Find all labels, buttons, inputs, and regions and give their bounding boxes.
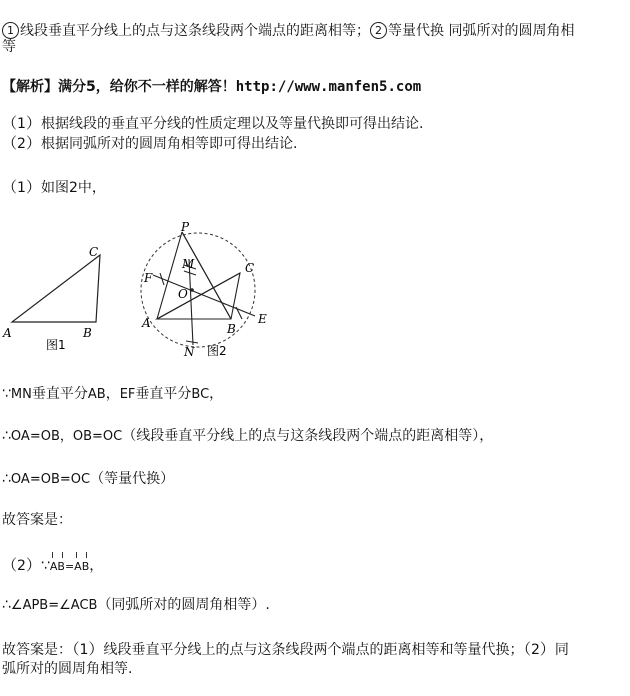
label-o: O: [178, 287, 188, 301]
segment-ef: EF: [119, 387, 136, 402]
part-number: 1: [17, 180, 26, 196]
answer-part-1: 线段垂直平分线上的点与这条线段两个端点的距离相等；: [20, 23, 370, 39]
step-text: 垂直平分: [31, 386, 88, 402]
label-f: F: [144, 271, 153, 285]
therefore-symbol: ∴: [2, 471, 11, 487]
label-e: E: [258, 312, 267, 326]
part-number: 2: [530, 642, 540, 658]
answer-part-2: 等量代换 同弧所对的圆周角相: [388, 23, 575, 39]
step-therefore-2: [2, 470, 174, 489]
arc-ab: AB: [50, 552, 65, 576]
final-answer-line-2: 弧所对的圆周角相等.: [2, 661, 133, 677]
because-symbol: ∵: [40, 558, 50, 574]
step-because-1: [2, 385, 223, 404]
part1-intro-tail: 中，: [77, 180, 106, 196]
final-answer-text: 线段垂直平分线上的点与这条线段两个端点的距离相等和等量代换；: [103, 642, 524, 658]
figure-1-triangle: [12, 255, 100, 322]
analysis-text: 满分5，给你不一样的解答！: [58, 79, 236, 95]
arc-ab: AB: [74, 552, 89, 576]
circled-number: 2: [370, 22, 387, 39]
angle-equation: ∠APB=∠ACB: [10, 598, 98, 613]
circled-number: 1: [2, 22, 19, 39]
label-c2: C: [245, 261, 255, 275]
step-text: ，: [105, 386, 120, 402]
because-symbol: ∵: [2, 386, 11, 402]
therefore-symbol: ∴: [2, 597, 11, 613]
equation: OA=OB，OB=OC: [10, 429, 123, 444]
label-b2: B: [227, 322, 236, 336]
label-b: B: [83, 326, 92, 340]
figure-diagram: [0, 215, 290, 365]
part1-intro-text: 如图: [40, 180, 69, 196]
analysis-url: http://www.manfen5.com: [235, 79, 422, 95]
final-answer-text: 同: [554, 642, 569, 658]
analysis-tag: 【解析】: [2, 79, 58, 95]
part1-intro: （1）如图2中，: [2, 178, 106, 196]
step-reason: （等量代换）: [90, 471, 175, 487]
label-n: N: [184, 345, 195, 359]
label-m: M: [182, 257, 195, 271]
segment-ab: AB: [87, 387, 106, 402]
part2-because: （2）∵AB=AB，: [2, 552, 103, 576]
step-text: ，: [209, 386, 224, 402]
step-reason: （线段垂直平分线上的点与这条线段两个端点的距离相等），: [122, 428, 494, 444]
step-reason: （同弧所对的圆周角相等）.: [97, 597, 270, 613]
hint-number: 2: [17, 136, 26, 152]
final-answer-line-1: 故答案是：（1）线段垂直平分线上的点与这条线段两个端点的距离相等和等量代换；（2）同: [2, 640, 569, 658]
segment-bc: BC: [191, 387, 210, 402]
figure-2-caption: 图2: [207, 344, 227, 358]
analysis-header: [2, 78, 421, 96]
answer-line-1: [2, 22, 574, 40]
segment-mn: MN: [10, 387, 32, 402]
equation: OA=OB=OC: [10, 472, 91, 487]
figure-2-lines: [153, 232, 255, 345]
label-c: C: [89, 245, 99, 259]
hint-text: 根据同弧所对的圆周角相等即可得出结论.: [40, 136, 298, 152]
equals-sign: =: [64, 560, 75, 573]
step-text: 垂直平分: [135, 386, 192, 402]
line-mn: [189, 259, 193, 345]
part-number: 2: [17, 558, 26, 574]
therefore-symbol: ∴: [2, 428, 11, 444]
hint-1: （1）根据线段的垂直平分线的性质定理以及等量代换即可得出结论.: [2, 114, 424, 132]
step-text: ，: [89, 558, 104, 574]
figure-1-caption: 图1: [46, 338, 66, 352]
figure-ref: 2: [68, 180, 78, 196]
step-therefore-3: [2, 596, 270, 615]
answer-line-1-wrap: 等: [2, 39, 16, 55]
line-ef: [153, 275, 255, 316]
final-answer-label: 故答案是：: [2, 642, 72, 658]
hint-text: 根据线段的垂直平分线的性质定理以及等量代换即可得出结论.: [40, 116, 424, 132]
part-number: 1: [79, 642, 89, 658]
hint-2: （2）根据同弧所对的圆周角相等即可得出结论.: [2, 134, 298, 152]
circumcircle: [141, 233, 255, 347]
label-a2: A: [142, 316, 151, 330]
answer-label-1: 故答案是：: [2, 512, 72, 528]
label-a: A: [3, 326, 12, 340]
label-p: P: [181, 220, 190, 234]
triangle-abc: [12, 255, 100, 322]
hint-number: 1: [17, 116, 26, 132]
step-therefore-1: [2, 427, 493, 446]
